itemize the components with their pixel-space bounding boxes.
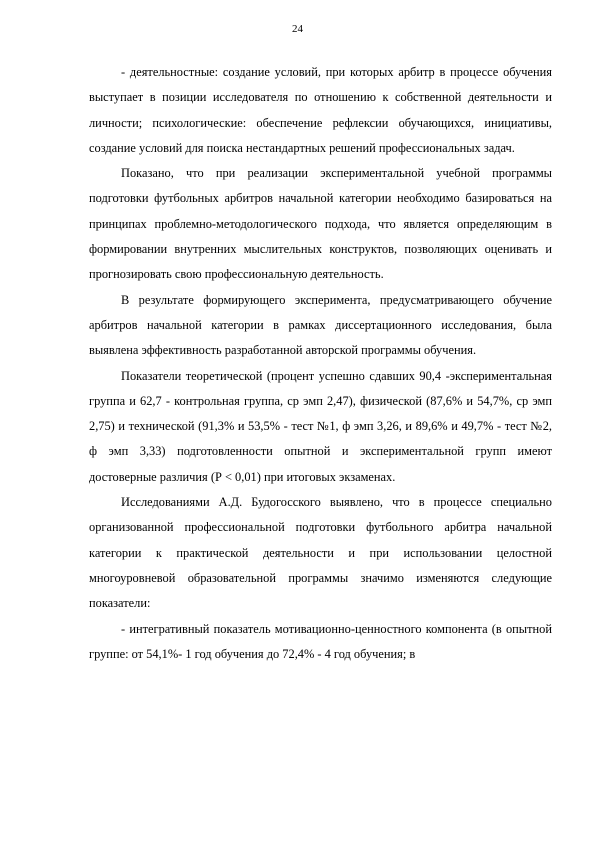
paragraph-formative-experiment: В результате формирующего эксперимента, предусматривающего обучение арбитров начальной категории в рамках диссертационного исследования, была выявлена эффективность разработанной авторской программы обучения. [89,292,552,358]
document-body [89,60,552,667]
paragraph-indicators: Показатели теоретической (процент успешно сдавших 90,4 -экспериментальная группа и 62,7 - контрольная группа, ср эмп 2,47), физической (87,6% и 54,7%, ср эмп 2,75) и технической (91,3% и 53,5% - тест №1, ф эмп 3,26, и 89,6% и 49,7% - тест №2, ф эмп 3,33) подготовленности опытной и экспериментальной групп имеют достоверные различия (Р < 0,01) при итоговых экзаменах. [89,368,552,484]
paragraph-integrative-indicator: - интегративный показатель мотивационно-ценностного компонента (в опытной группе: от 54,1%- 1 год обучения до 72,4% - 4 год обучения; в [89,621,552,661]
paragraph-budogossky-research: Исследованиями А.Д. Будогосского выявлено, что в процессе специально организованной профессиональной подготовки футбольного арбитра начальной категории к практической деятельности и при использовании целостной многоуровневой образовательной программы значимо изменяются следующие показатели: [89,495,552,611]
paragraph-activity-conditions: - деятельностные: создание условий, при которых арбитр в процессе обучения выступает в позиции исследователя по отношению к собственной деятельности и личности; психологические: обеспечение рефлексии обучающихся, инициативы, создание условий для поиска нестандартных решений профессиональных задач. [89,65,552,155]
page-number: 24 [292,23,303,35]
paragraph-experimental-program: Показано, что при реализации экспериментальной учебной программы подготовки футбольных арбитров начальной категории необходимо базироваться на принципах проблемно-методологического подхода, что является определяющим в формировании внутренних мыслительных конструктов, позволяющих оценивать и прогнозировать свою профессиональную деятельность. [89,166,552,282]
